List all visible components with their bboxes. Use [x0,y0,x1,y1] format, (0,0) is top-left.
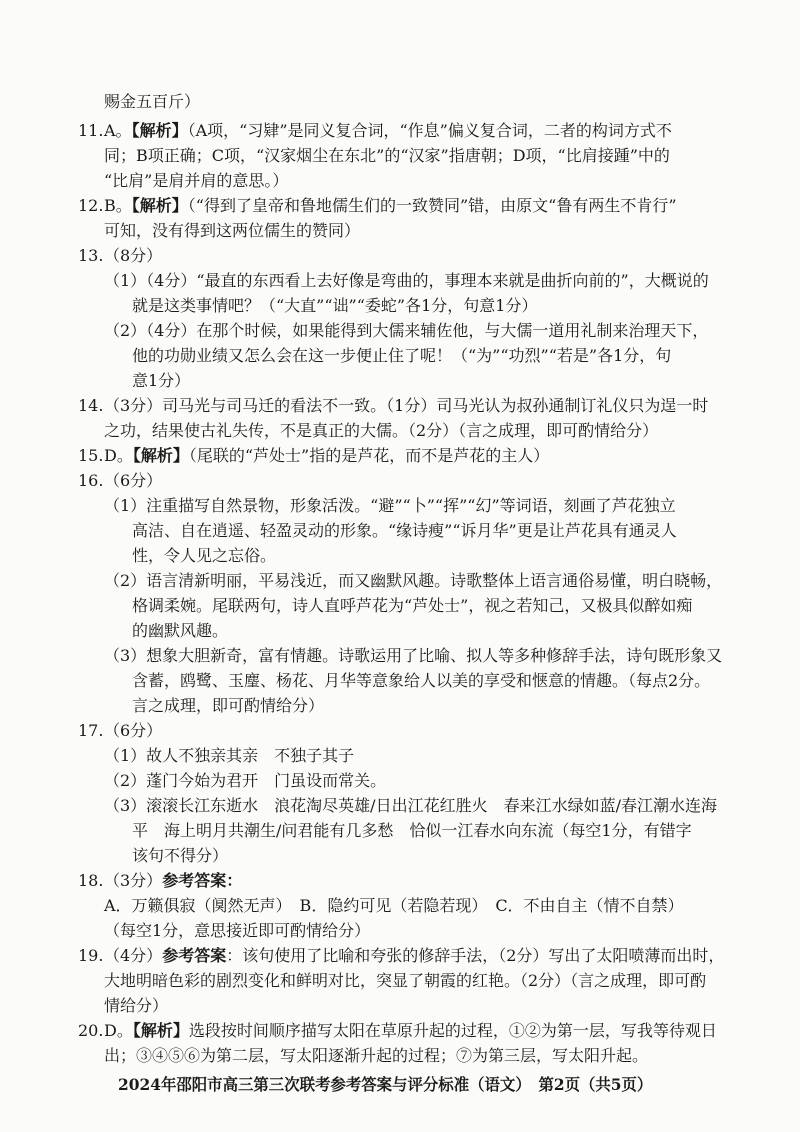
text-line: “比肩”是肩并肩的意思。） [104,171,289,190]
text-line: 赐金五百斤） [104,92,201,111]
question-number: 12. [78,196,104,215]
question-number: 20. [78,1021,104,1040]
text-line: （A项，“习肄”是同义复合词，“作息”偏义复合词，二者的构词方式不 [187,121,672,140]
text-line: （2）蓬门今始为君开 门虽设而常关。 [104,771,387,790]
text-line: （2）（4分）在那个时候，如果能得到大儒来辅佐他，与大儒一道用礼制来治理天下， [104,321,709,340]
page-footer: 2024年邵阳市高三第三次联考参考答案与评分标准（语文） 第2页（共5页） [118,1075,653,1094]
question-number: 16. [78,471,104,490]
text-line: （1）故人不独亲其亲 不独子其子 [104,746,355,765]
analysis-tag: 【解析】 [132,1021,189,1040]
answer-letter: A。 [104,121,132,140]
text-line: （1）（4分）“最直的东西看上去好像是弯曲的，事理本来就是曲折向前的”，大概说的 [104,271,709,290]
reference-answer-tag: 参考答案： [162,871,243,890]
question-number: 15. [78,446,104,465]
question-number: 11. [78,121,104,140]
text-line: 格调柔婉。尾联两句，诗人直呼芦花为“芦处士”，视之若知己，又极具似醉如痴 [132,596,693,615]
question-number: 14. [78,396,104,415]
text-line: 同；B项正确；C项，“汉家烟尘在东北”的“汉家”指唐朝；D项，“比肩接踵”中的 [104,146,670,165]
text-line: 出；③④⑤⑥为第二层，写太阳逐渐升起的过程；⑦为第三层，写太阳升起。 [104,1046,649,1065]
text-line: A．万籁俱寂（阒然无声） B．隐约可见（若隐若现） C．不由自主（情不自禁） [104,896,684,915]
text-line: （1）注重描写自然景物，形象活泼。“避”“卜”“挥”“幻”等词语，刻画了芦花独立 [104,496,676,515]
question-11-line [104,121,672,141]
text-line: 可知，没有得到这两位儒生的赞同） [104,221,361,240]
text-line: 的幽默风趣。 [132,621,229,640]
analysis-tag: 【解析】 [131,121,188,140]
analysis-tag: 【解析】 [131,196,188,215]
question-number: 18. [78,871,104,890]
text-line: 他的功勋业绩又怎么会在这一步便止住了呢！（“为”“功烈”“若是”各1分，句 [132,346,672,365]
analysis-tag: 【解析】 [132,446,189,465]
text-line: （尾联的“芦处士”指的是芦花，而不是芦花的主人） [188,446,550,465]
text-line: 就是这类事情吧？（“大直”“诎”“委蛇”各1分，句意1分） [132,296,538,315]
text-line: （4分） [104,946,163,965]
text-line: （3分）司马光与司马迁的看法不一致。（1分）司马光认为叔孙通制订礼仪只为逞一时 [104,396,709,415]
text-line: （2）语言清新明丽，平易浅近，而又幽默风趣。诗歌整体上语言通俗易懂，明白晓畅， [104,571,723,590]
text-line: 性，令人见之忘俗。 [132,546,277,565]
question-19-line [104,946,724,966]
text-line: （3）滚滚长江东逝水 浪花淘尽英雄/日出江花红胜火 春来江水绿如蓝/春江潮水连海 [104,796,717,815]
answer-letter: B。 [104,196,132,215]
text-line: 之功，结果使古礼失传，不是真正的大儒。（2分）（言之成理，即可酌情给分） [104,421,659,440]
answer-letter: D。 [104,1021,133,1040]
question-number: 13. [78,246,104,265]
question-20-line [104,1021,717,1041]
reference-answer-tag: 参考答案 [162,946,227,965]
text-line: 高洁、自在逍遥、轻盈灵动的形象。“缘诗瘦”“诉月华”更是让芦花具有通灵人 [132,521,677,540]
question-18-line [104,871,242,891]
text-line: （每空1分，意思接近即可酌情给分） [104,921,371,940]
text-line: （“得到了皇帝和鲁地儒生们的一致赞同”错，由原文“鲁有两生不肯行” [187,196,677,215]
question-12-line [104,196,677,216]
text-line: （3分） [104,871,163,890]
text-line: 该句不得分） [132,846,229,865]
text-line: （6分） [104,471,163,490]
text-line: 言之成理，即可酌情给分） [132,696,325,715]
text-line: （8分） [104,246,163,265]
text-line: ：该句使用了比喻和夸张的修辞手法，（2分）写出了太阳喷薄而出时， [226,946,725,965]
text-line: 平 海上明月共潮生/问君能有几多愁 恰似一江春水向东流（每空1分，有错字 [132,821,692,840]
text-line: 大地明暗色彩的剧烈变化和鲜明对比，突显了朝霞的红艳。（2分）（言之成理，即可酌 [104,971,707,990]
text-line: 意1分） [132,371,191,390]
text-line: （6分） [104,721,163,740]
text-line: 选段按时间顺序描写太阳在草原升起的过程，①②为第一层，写我等待观日 [188,1021,717,1040]
text-line: 含蓄，鸥鹭、玉麈、杨花、月华等意象给人以美的享受和惬意的情趣。（每点2分。 [132,671,711,690]
text-line: （3）想象大胆新奇，富有情趣。诗歌运用了比喻、拟人等多种修辞手法，诗句既形象又 [104,646,723,665]
question-number: 19. [78,946,104,965]
question-15-line [104,446,549,466]
text-line: 情给分） [104,996,169,1015]
question-number: 17. [78,721,104,740]
answer-letter: D。 [104,446,133,465]
